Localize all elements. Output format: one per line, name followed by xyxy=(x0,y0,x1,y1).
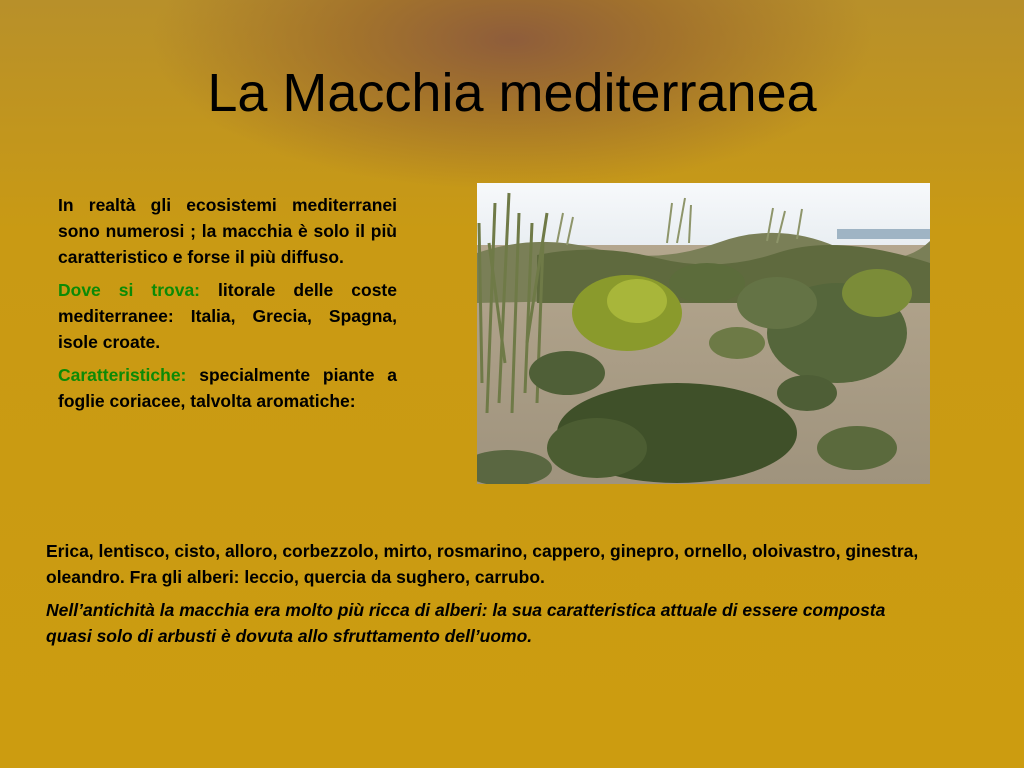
where-text: litorale delle coste mediterranee: Italia, Grecia, Spagna, isole croate. xyxy=(58,280,397,352)
macchia-landscape-image xyxy=(477,183,930,484)
macchia-photo xyxy=(477,183,930,484)
where-label: Dove si trova: xyxy=(58,280,201,300)
left-text-block xyxy=(58,192,397,421)
bottom-text-block xyxy=(46,538,926,656)
features-paragraph xyxy=(58,362,397,414)
features-text: specialmente piante a foglie coriacee, talvolta aromatiche: xyxy=(58,365,397,411)
species-paragraph: Erica, lentisco, cisto, alloro, corbezzolo, mirto, rosmarino, cappero, ginepro, ornello, oloivastro, ginestra, oleandro. Fra gli alberi: leccio, quercia da sughero, carrubo. xyxy=(46,541,919,587)
history-paragraph: Nell’antichità la macchia era molto più ricca di alberi: la sua caratteristica attuale di essere composta quasi solo di arbusti è dovuta allo sfruttamento dell’uomo. xyxy=(46,600,886,646)
slide-title: La Macchia mediterranea xyxy=(207,63,817,123)
features-label: Caratteristiche: xyxy=(58,365,187,385)
where-paragraph xyxy=(58,277,397,355)
intro-paragraph: In realtà gli ecosistemi mediterranei sono numerosi ; la macchia è solo il più caratteristico e forse il più diffuso. xyxy=(58,195,397,267)
